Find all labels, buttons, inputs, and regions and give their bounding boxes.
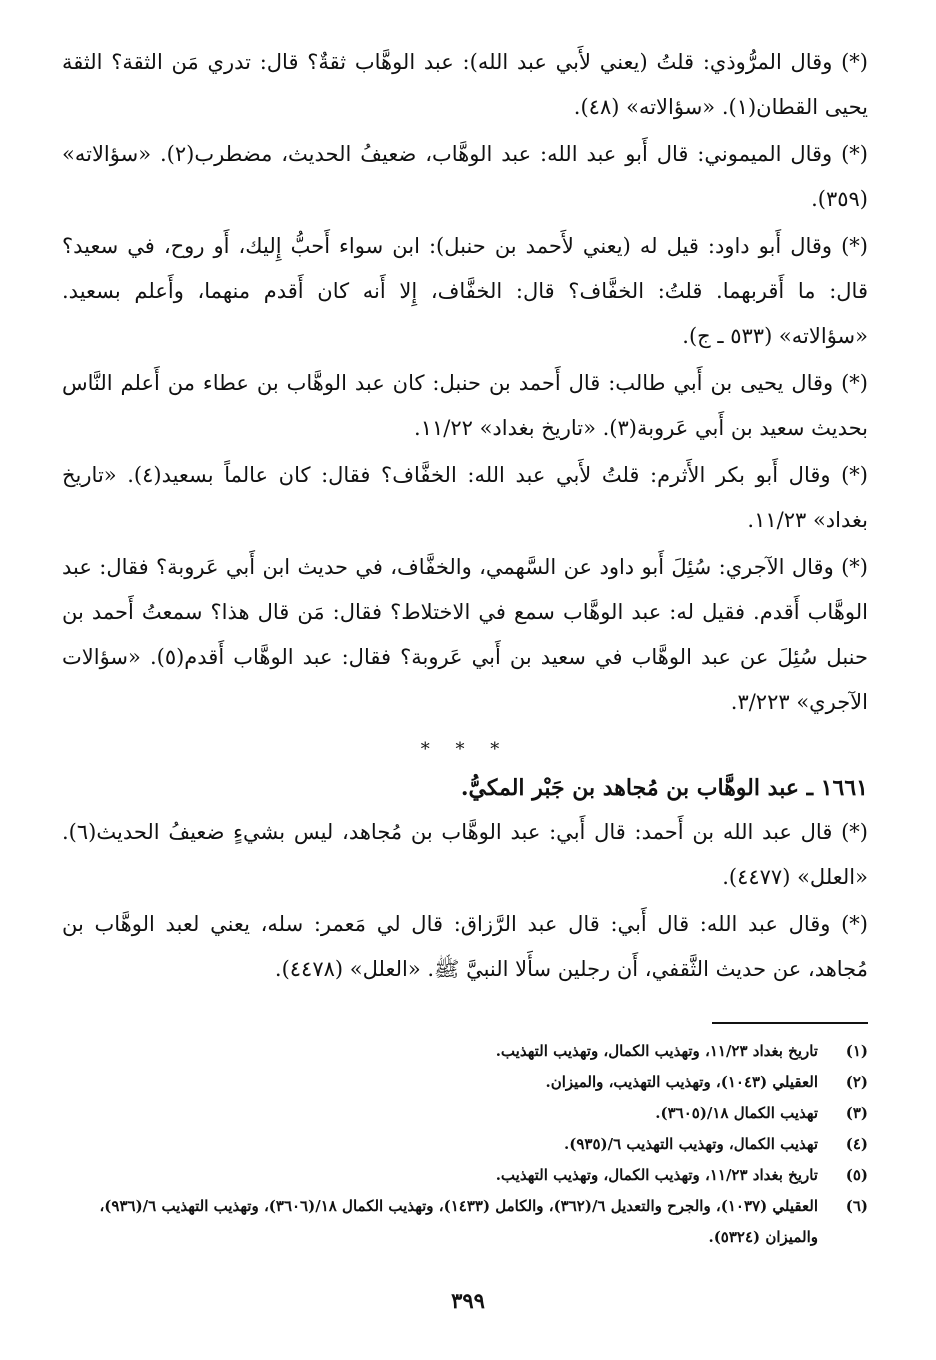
main-text [62,40,868,994]
footnote [62,1160,868,1191]
footnote-number: (٤) [845,1135,868,1153]
footnote-divider [712,1022,868,1024]
section-separator: * * * [420,739,510,760]
footnote-text: تاريخ بغداد ١١/٢٣، وتهذيب الكمال، وتهذيب التهذيب. [495,1166,818,1184]
footnote-number: (٥) [845,1166,868,1184]
narration-paragraph: (*) وقال الآجري: سُئِلَ أَبو داود عن السَّهمي، والخفَّاف، في حديث ابن أَبي عَروبة؟ فقال: عبد الوهَّاب أَقدم. فقيل له: عبد الوهَّاب سمع في الاختلاط؟ فقال: مَن قال هذا؟ سمعتُ أَحمد بن حنبل سُئِلَ عن عبد الوهَّاب في سعيد بن أَبي عَروبة؟ فقال: عبد الوهَّاب أَقدم(٥). «سؤالات الآجري» ٣/٢٢٣. [62,555,868,714]
narration-paragraph: (*) وقال أَبو بكر الأَثرم: قلتُ لأَبي عبد الله: الخفَّاف؟ فقال: كان عالماً بسعيد(٤). «تاريخ بغداد» ١١/٢٣. [62,463,868,532]
footnote [62,1191,868,1253]
footnote-number: (٣) [845,1104,868,1122]
narration-paragraph: (*) قال عبد الله بن أَحمد: قال أَبي: عبد الوهَّاب بن مُجاهد، ليس بشيءٍ ضعيفُ الحديث(٦). «العلل» (٤٤٧٧). [62,820,868,889]
footnote-text: تاريخ بغداد ١١/٢٣، وتهذيب الكمال، وتهذيب التهذيب. [495,1042,818,1060]
footnote-number: (١) [845,1042,868,1060]
footnotes [62,1036,868,1253]
footnote-text: تهذيب الكمال ١٨/(٣٦٠٥). [655,1104,818,1122]
narration-paragraph: (*) وقال عبد الله: قال أَبي: قال عبد الرَّزاق: قال لي مَعمر: سله، يعني لعبد الوهَّاب بن مُجاهد، عن حديث الثَّقفي، أَن رجلين سأَلا النبيَّ ﷺ. «العلل» (٤٤٧٨). [62,912,868,981]
footnote [62,1067,868,1098]
narration-paragraph: (*) وقال الميموني: قال أَبو عبد الله: عبد الوهَّاب، ضعيفُ الحديث، مضطرب(٢). «سؤالاته» (٣٥٩). [62,142,868,211]
footnote [62,1036,868,1067]
page-number: ٣٩٩ [451,1288,485,1313]
biography-heading: ١٦٦١ ـ عبد الوهَّاب بن مُجاهد بن جَبْر المكيُّ. [460,775,868,801]
footnote-number: (٦) [845,1197,868,1215]
footnote-text: العقيلي (١٠٣٧)، والجرح والتعديل ٦/(٣٦٢)، والكامل (١٤٣٣)، وتهذيب الكمال ١٨/(٣٦٠٦)، وتهذيب التهذيب ٦/(٩٣٦)، والميزان (٥٣٢٤). [99,1197,818,1246]
footnote-text: تهذيب الكمال، وتهذيب التهذيب ٦/(٩٣٥). [564,1135,818,1153]
footnote [62,1129,868,1160]
footnote-number: (٢) [845,1073,868,1091]
footnote [62,1098,868,1129]
narration-paragraph: (*) وقال المرُّوذي: قلتُ (يعني لأَبي عبد الله): عبد الوهَّاب ثقةٌ؟ قال: تدري مَن الثقة؟ الثقة يحيى القطان(١). «سؤالاته» (٤٨). [62,50,868,119]
narration-paragraph: (*) وقال أَبو داود: قيل له (يعني لأَحمد بن حنبل): ابن سواء أَحبُّ إِليك، أَو روح، في سعيد؟ قال: ما أَقربهما. قلتُ: الخفَّاف؟ قال: الخفَّاف، إِلا أَنه كان أَقدم منهما، وأَعلم بسعيد. «سؤالاته» (٥٣٣ ـ ج). [62,234,868,348]
narration-paragraph: (*) وقال يحيى بن أَبي طالب: قال أَحمد بن حنبل: كان عبد الوهَّاب بن عطاء من أَعلم النَّاس بحديث سعيد بن أَبي عَروبة(٣). «تاريخ بغداد» ١١/٢٢. [62,371,868,440]
footnote-text: العقيلي (١٠٤٣)، وتهذيب التهذيب، والميزان. [545,1073,818,1091]
